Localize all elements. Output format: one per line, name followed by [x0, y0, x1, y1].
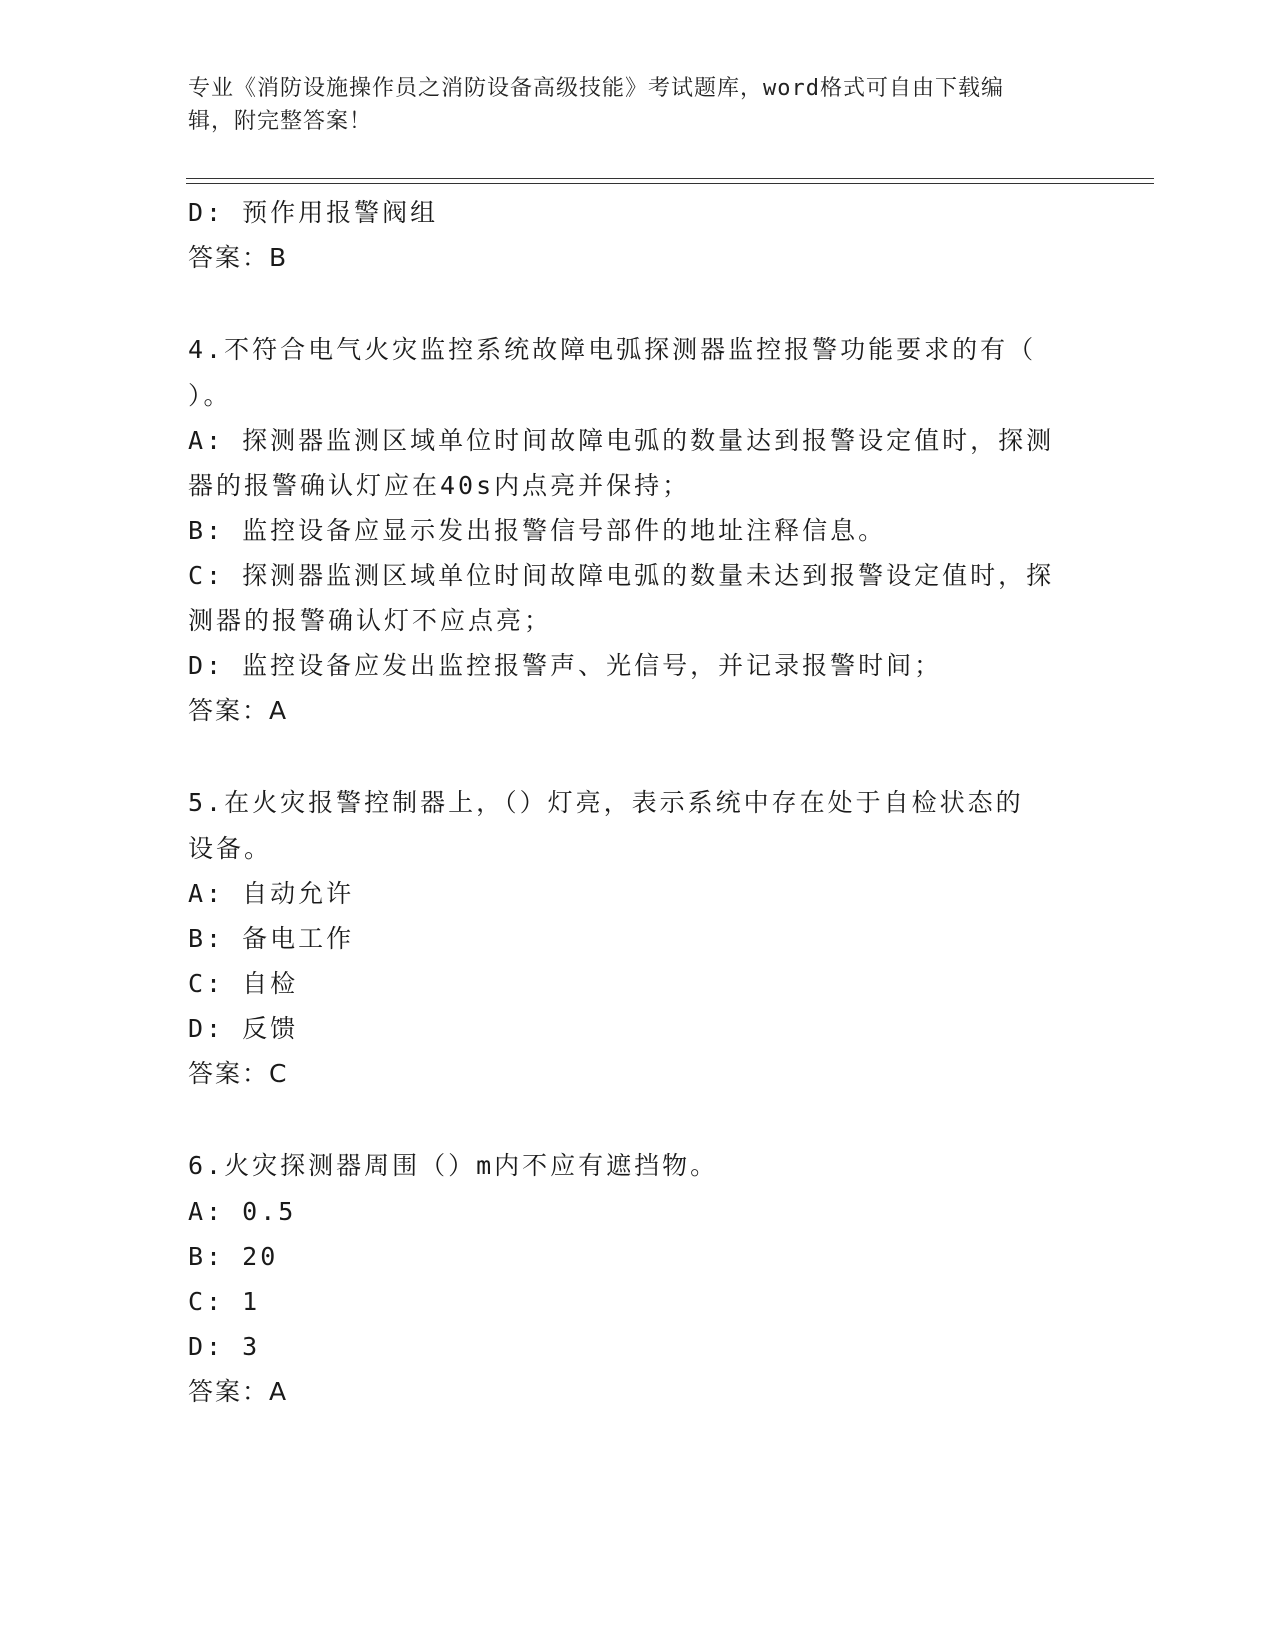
option-c-line-1: C: 探测器监测区域单位时间故障电弧的数量未达到报警设定值时，探 [188, 561, 1055, 590]
spacer [188, 1097, 1088, 1143]
option-a: A: 自动允许 [188, 879, 355, 908]
option-a-line-1: A: 探测器监测区域单位时间故障电弧的数量达到报警设定值时，探测 [188, 426, 1055, 455]
option-a-line-2: 器的报警确认灯应在40s内点亮并保持； [188, 471, 691, 500]
option-b: B: 20 [188, 1242, 279, 1271]
header-line-2: 辑，附完整答案！ [188, 109, 373, 134]
spacer [188, 281, 1088, 327]
question-title-line-1: 4.不符合电气火灾监控系统故障电弧探测器监控报警功能要求的有（ [188, 335, 1037, 364]
question-title-line-1: 6.火灾探测器周围（）m内不应有遮挡物。 [188, 1151, 719, 1180]
option-b: B: 备电工作 [188, 924, 355, 953]
header-rule-bottom [186, 183, 1154, 184]
option-c: C: 自检 [188, 969, 299, 998]
question-4 [188, 327, 1088, 734]
question-5 [188, 780, 1088, 1097]
header-line-1: 专业《消防设施操作员之消防设备高级技能》考试题库，word格式可自由下载编 [188, 76, 1004, 101]
option-c: C: 1 [188, 1287, 261, 1316]
answer: 答案：B [188, 243, 289, 272]
header-rule-top [186, 178, 1154, 179]
option-c-line-2: 测器的报警确认灯不应点亮； [188, 606, 553, 635]
question-title-line-2: ）。 [188, 381, 232, 410]
option-b: B: 监控设备应显示发出报警信号部件的地址注释信息。 [188, 516, 887, 545]
question-title-line-2: 设备。 [188, 834, 273, 863]
question-content [188, 190, 1088, 1415]
answer: 答案：C [188, 1059, 289, 1088]
option-d: D: 预作用报警阀组 [188, 198, 439, 227]
question-title-line-1: 5.在火灾报警控制器上，（）灯亮，表示系统中存在处于自检状态的 [188, 788, 1024, 817]
option-d: D: 监控设备应发出监控报警声、光信号，并记录报警时间； [188, 651, 943, 680]
option-d: D: 3 [188, 1332, 261, 1361]
spacer [188, 734, 1088, 780]
answer: 答案：A [188, 696, 289, 725]
question-6 [188, 1143, 1088, 1415]
answer: 答案：A [188, 1377, 289, 1406]
question-3-partial [188, 190, 1088, 281]
option-d: D: 反馈 [188, 1014, 299, 1043]
page-header [188, 72, 1068, 138]
option-a: A: 0.5 [188, 1197, 297, 1226]
